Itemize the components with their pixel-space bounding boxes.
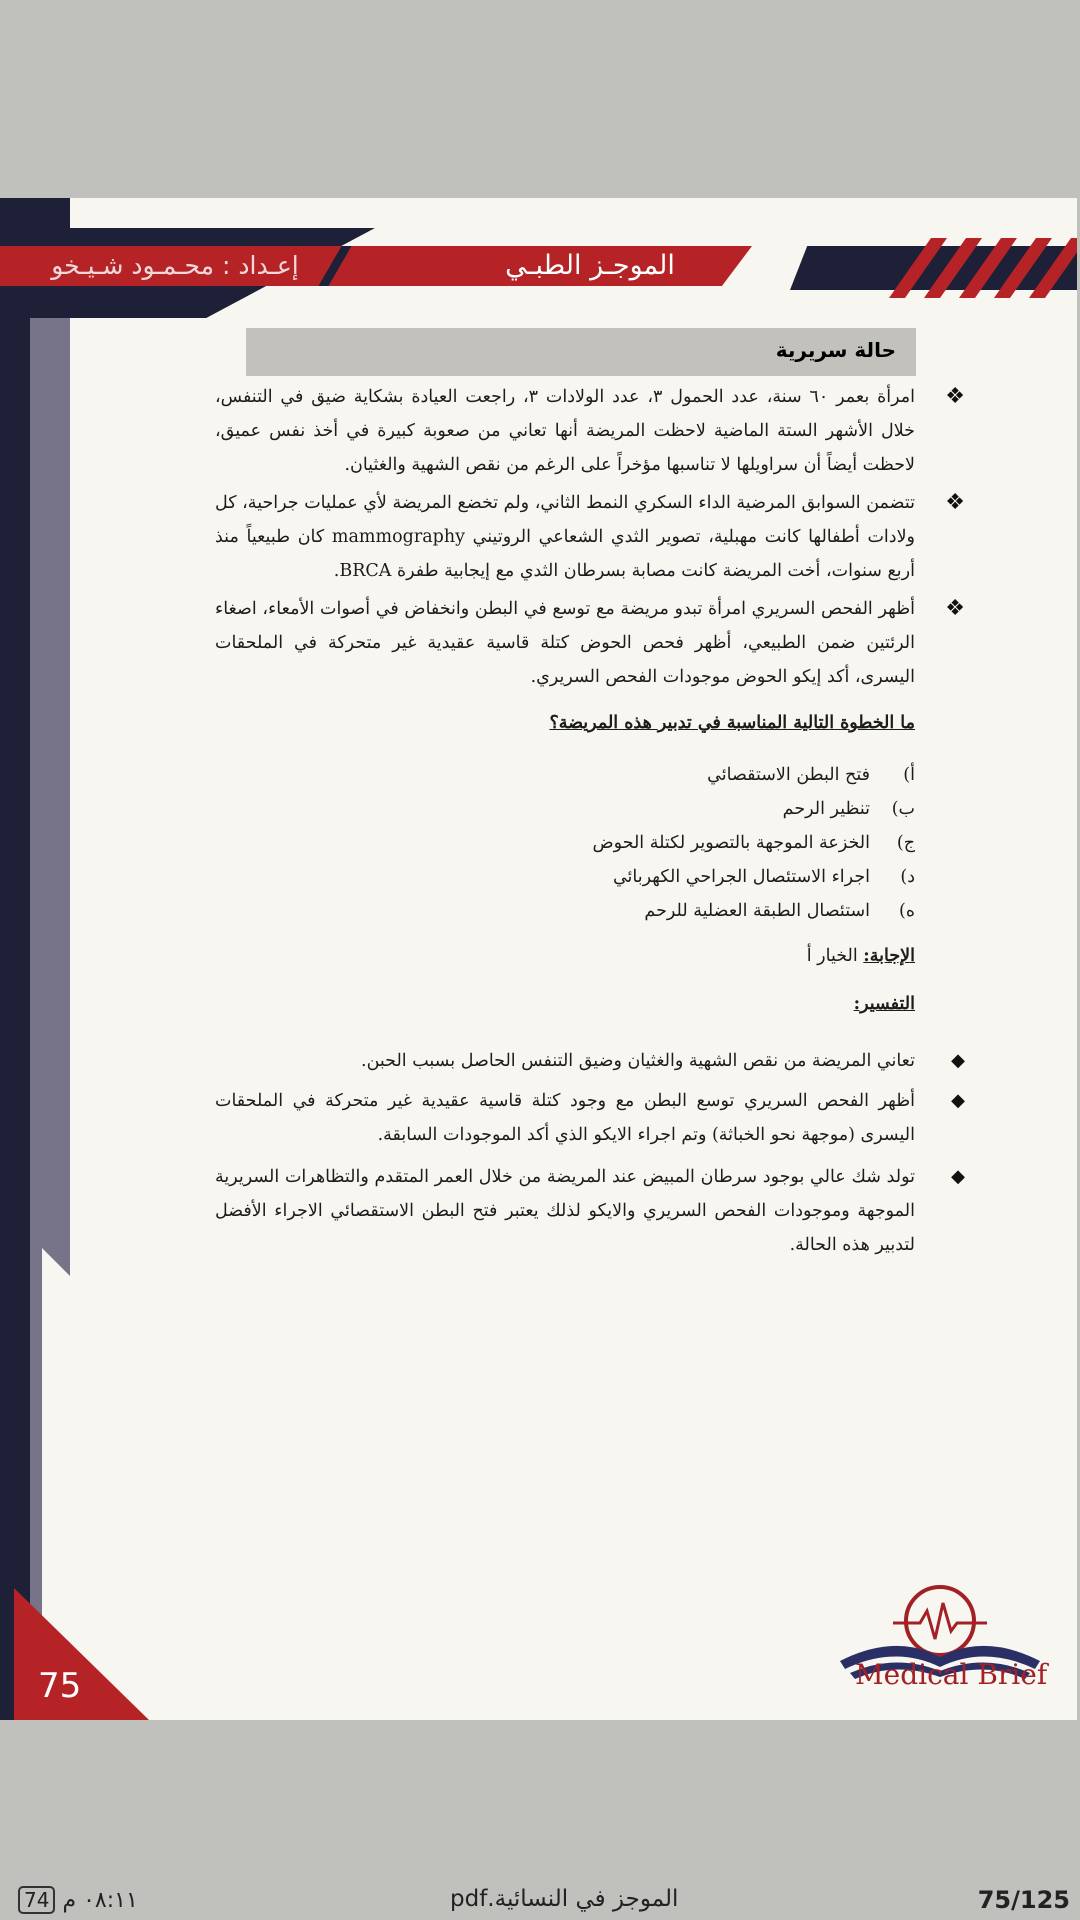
- pdf-page: [0, 198, 1077, 1720]
- answer-line: [215, 946, 915, 966]
- answer-value: الخيار أ: [806, 946, 864, 966]
- option-letter: د): [900, 867, 915, 887]
- diamond-bullet-icon: ❖: [945, 384, 965, 409]
- option-text: استئصال الطبقة العضلية للرحم: [644, 901, 870, 921]
- diamond-bullet-icon: ◆: [951, 1090, 965, 1111]
- viewer-bottom-bar: [0, 1880, 1080, 1920]
- battery-badge: 74: [18, 1886, 55, 1914]
- question-text: ما الخطوة التالية المناسبة في تدبير هذه المريضة؟: [549, 713, 915, 733]
- explanation-label: التفسير:: [853, 994, 915, 1014]
- case-paragraph: [215, 592, 965, 694]
- explanation-point-text: تعاني المريضة من نقص الشهية والغثيان وضيق التنفس الحاصل بسبب الحبن.: [361, 1051, 915, 1071]
- option-text: الخزعة الموجهة بالتصوير لكتلة الحوض: [592, 833, 870, 853]
- file-name: الموجز في النسائية.pdf: [450, 1886, 679, 1912]
- diamond-bullet-icon: ◆: [951, 1166, 965, 1187]
- explanation-point-text: أظهر الفحص السريري توسع البطن مع وجود كتلة قاسية عقيدية غير متحركة في الملحقات اليسرى (موجهة نحو الخباثة) وتم اجراء الايكو الذي أكد الموجودات السابقة.: [215, 1091, 915, 1145]
- option-letter: أ): [903, 765, 915, 785]
- option-letter: ج): [896, 833, 915, 853]
- option-text: اجراء الاستئصال الجراحي الكهربائي: [612, 867, 870, 887]
- option-c: [215, 826, 915, 860]
- option-text: تنظير الرحم: [782, 799, 870, 819]
- case-paragraph: [215, 486, 965, 588]
- option-text: فتح البطن الاستقصائي: [707, 765, 870, 785]
- option-b: [215, 792, 915, 826]
- diamond-bullet-icon: ◆: [951, 1050, 965, 1071]
- answer-label: الإجابة:: [863, 946, 915, 966]
- case-paragraph-text: تتضمن السوابق المرضية الداء السكري النمط الثاني، ولم تخضع المريضة لأي عمليات جراحية، كل ولادات أطفالها كانت مهبلية، تصوير الثدي الشعاعي الروتيني mammography كان طبيعياً منذ أربع سنوات، أخت المريضة كانت مصابة بسرطان الثدي مع إيجابية طفرة BRCA.: [215, 493, 915, 581]
- status-time: [14, 1886, 138, 1914]
- diamond-bullet-icon: ❖: [945, 490, 965, 515]
- explanation-point: [215, 1084, 965, 1152]
- page-number: 75: [38, 1666, 82, 1706]
- case-paragraph: [215, 380, 965, 482]
- case-paragraph-text: أظهر الفحص السريري امرأة تبدو مريضة مع توسع في البطن وانخفاض في أصوات الأمعاء، اصغاء الرئتين ضمن الطبيعي، أظهر فحص الحوض كتلة قاسية عقيدية غير متحركة في الملحقات اليسرى، أكد إيكو الحوض موجودات الفحص السريري.: [215, 599, 915, 687]
- case-title: حالة سريرية: [775, 338, 896, 362]
- medical-brief-logo: [835, 1573, 1048, 1713]
- option-d: [215, 860, 915, 894]
- case-paragraph-text: امرأة بعمر ٦٠ سنة، عدد الحمول ٣، عدد الولادات ٣، راجعت العيادة بشكاية ضيق في التنفس، خلال الأشهر الستة الماضية لاحظت المريضة أنها تعاني من صعوبة كبيرة في أخذ نفس عميق، لاحظت أيضاً أن سراويلها لا تناسبها مؤخراً على الرغم من نقص الشهية والغثيان.: [215, 387, 915, 475]
- option-a: [215, 758, 915, 792]
- diamond-bullet-icon: ❖: [945, 596, 965, 621]
- explanation-point: [215, 1160, 965, 1262]
- option-letter: ه): [899, 901, 915, 921]
- explanation-point-text: تولد شك عالي بوجود سرطان المبيض عند المريضة من خلال العمر المتقدم والتظاهرات السريرية الموجهة وموجودات الفحص السريري والايكو لذلك يعتبر فتح البطن الاستقصائي الاجراء الأفضل لتدبير هذه الحالة.: [215, 1167, 915, 1255]
- header-title: الموجـز الطبـي: [505, 250, 675, 281]
- case-banner: [246, 328, 916, 376]
- page-progress[interactable]: 75/125: [977, 1886, 1070, 1914]
- option-e: [215, 894, 915, 928]
- header-author: إعـداد : محـمـود شـيـخو: [51, 251, 299, 280]
- option-letter: ب): [891, 799, 915, 819]
- explanation-point: [215, 1044, 965, 1078]
- time-text: ٠٨:١١ م: [62, 1888, 138, 1913]
- logo-text: Medical Brief: [855, 1658, 1048, 1691]
